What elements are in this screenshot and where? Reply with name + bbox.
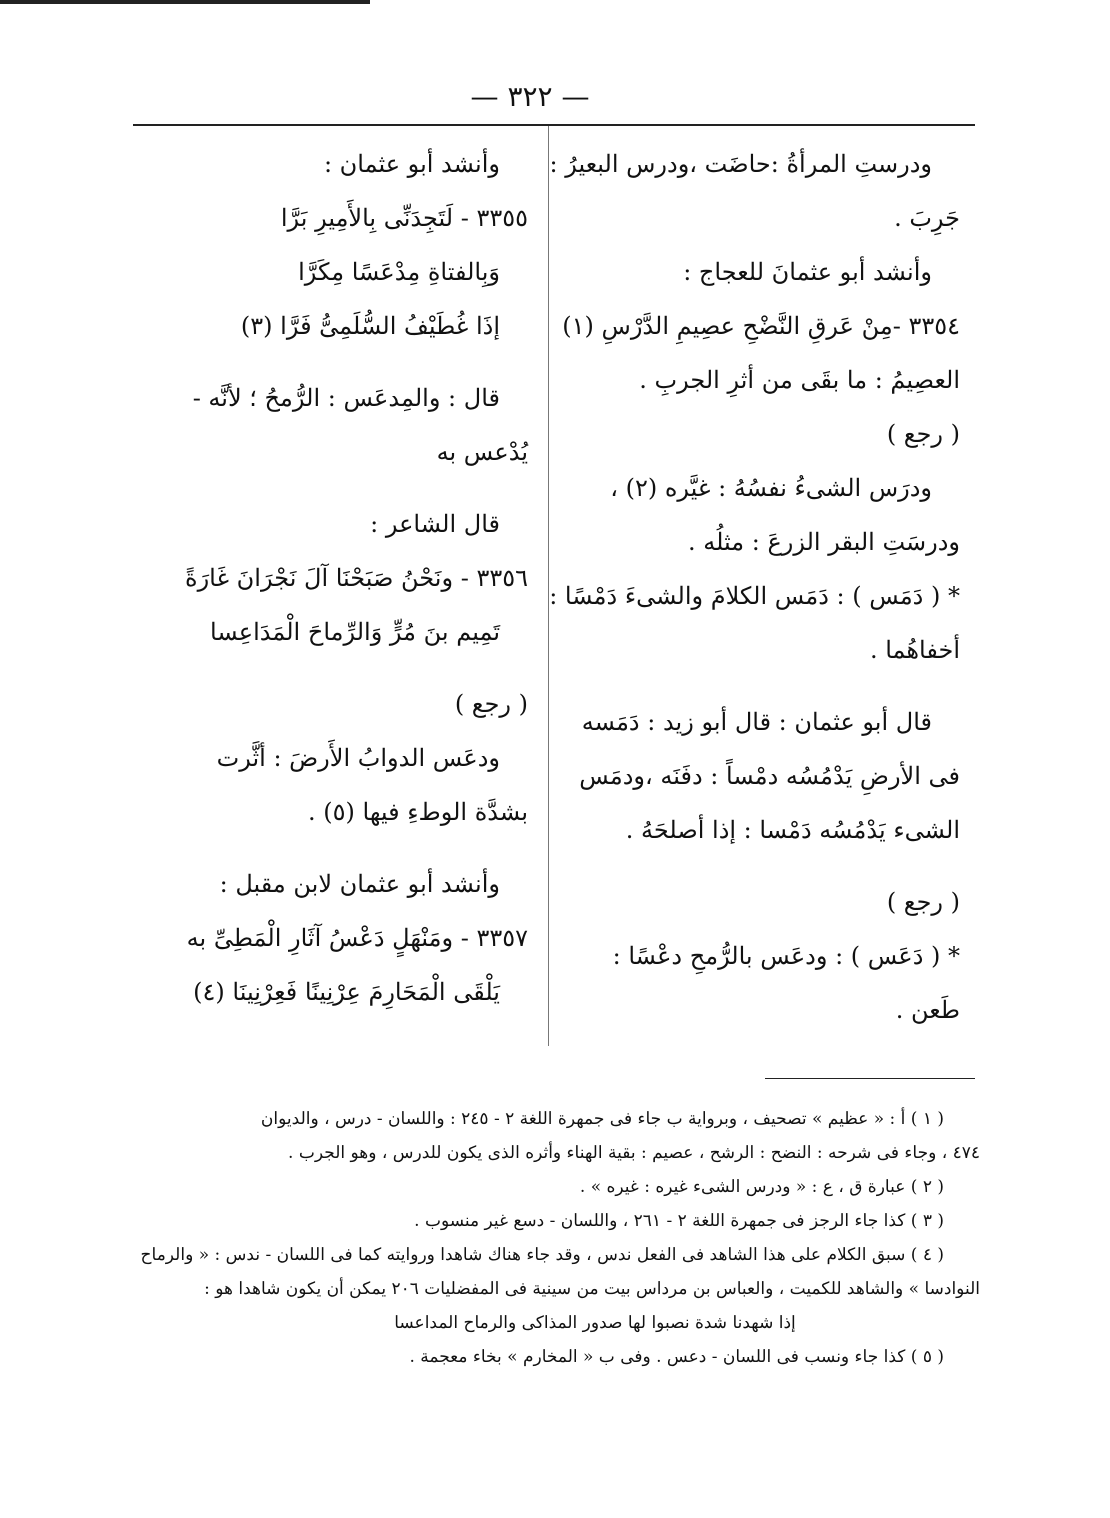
text-line: ودرسَتِ البقر الزرعَ : مثلُه .: [687, 528, 960, 556]
text-line: الشىء يَدْمُسُه دَمْسا : إذا أصلحَهُ .: [625, 816, 960, 844]
text-line: ٣٣٥٦ - ونَحْنُ صَبَحْنَا آلَ نَجْرَانَ غَارَةً: [185, 564, 528, 592]
footnote-line: ( ٣ ) كذا جاء الرجز فى جمهرة اللغة ٢ - ٢٦١ ، واللسان - دسع غير منسوب .: [414, 1211, 944, 1231]
text-line: ٣٣٥٥ - لَتَجِدَنِّى بِالأَمِيرِ بَرَّا: [280, 204, 528, 232]
left-column: [140, 150, 528, 1032]
footnote-line: ( ٥ ) كذا جاء ونسب فى اللسان - دعس . وفى ب « المخارم » بخاء معجمة .: [409, 1347, 944, 1367]
text-line: طَعن .: [895, 996, 960, 1024]
text-line: جَرِبَ .: [894, 204, 960, 232]
text-line: ودرَس الشىءُ نفسُهُ : غيَّره (٢) ،: [610, 474, 932, 502]
footnote-line: ( ٢ ) عبارة ق ، ع : « ودرس الشىء غيره : غيره » .: [579, 1177, 944, 1197]
text-line: قال الشاعر :: [370, 510, 500, 538]
footnotes: [140, 1109, 980, 1382]
text-line: بشدَّة الوطءِ فيها (٥) .: [308, 798, 528, 826]
text-line: ٣٣٥٧ - ومَنْهَلٍ دَعْسُ آثَارِ الْمَطِىِّ به: [186, 924, 528, 952]
text-line: ( رجع ): [454, 690, 528, 718]
right-column: [549, 150, 960, 1050]
text-line: تَمِيم بنَ مُرٍّ وَالرِّماحَ الْمَدَاعِسا: [210, 618, 500, 646]
text-line: * ( دَعَس ) : ودعَس بالرُّمحِ دعْسًا :: [612, 942, 960, 970]
footnote-line: ٤٧٤ ، وجاء فى شرحه : النضح : الرشح ، عصيم : بقية الهناء وأثره الذى يكون للدرس ، وهو الجرب .: [288, 1143, 980, 1163]
text-line: وأنشد أبو عثمانَ للعجاج :: [683, 258, 932, 286]
footnote-rule: [765, 1078, 975, 1079]
text-line: إذَا غُطَيْفُ السُّلَمِىُّ فَرَّا (٣): [240, 312, 500, 340]
text-line: قال : والمِدعَس : الرُّمحُ ؛ لأنَّه -: [192, 384, 500, 412]
text-line: وَبِالفتاةِ مِدْعَسًا مِكَرَّا: [298, 258, 500, 286]
text-line: العصِيمُ : ما بقَى من أثرِ الجربِ .: [639, 366, 960, 394]
footnote-line: ( ٤ ) سبق الكلام على هذا الشاهد فى الفعل ندس ، وقد جاء هناك شاهدا وروايته كما فى اللسان - ندس : « والرماح: [140, 1245, 944, 1265]
text-line: فى الأرضِ يَدْمُسُه دمْساً : دفَنَه ،ودمَس: [579, 762, 960, 790]
text-line: يُدْعس به: [436, 438, 528, 466]
text-line: وأنشد أبو عثمان :: [323, 150, 500, 178]
text-line: ٣٣٥٤ -مِنْ عَرقِ النَّضْحِ عصِيمِ الدَّرْسِ (١): [562, 312, 960, 340]
text-line: قال أبو عثمان : قال أبو زيد : دَمَسه: [581, 708, 932, 736]
header-rule: [133, 124, 975, 126]
page-number: — ٣٢٢ —: [470, 80, 590, 113]
footnote-line: ( ١ ) أ : « عظيم » تصحيف ، وبرواية ب جاء فى جمهرة اللغة ٢ - ٢٤٥ : واللسان - درس ، والديوان: [260, 1109, 944, 1129]
text-line: ودعَس الدوابُ الأَرضَ : أثَّرت: [216, 744, 500, 772]
footnote-line: النوادسا » والشاهد للكميت ، والعباس بن مرداس بيت من سينية فى المفضليات ٢٠٦ يمكن أن يكون شاهدا هو :: [204, 1279, 980, 1299]
text-line: وأنشد أبو عثمان لابن مقبل :: [219, 870, 500, 898]
text-line: ( رجع ): [886, 888, 960, 916]
text-line: ( رجع ): [886, 420, 960, 448]
text-line: يَلْقَى الْمَحَارِمَ عِرْنِينًا فَعِرْنِينَا (٤): [193, 978, 500, 1006]
text-line: * ( دَمَس ) : دَمَس الكلامَ والشىءَ دَمْسًا :: [549, 582, 960, 610]
top-edge-rule: [0, 0, 370, 4]
footnote-line: إذا شهدنا شدة نصبوا لها صدور المذاكى والرماح المداعسا: [394, 1313, 796, 1333]
text-line: ودرستِ المرأةُ :حاضَت ،ودرس البعيرُ :: [549, 150, 932, 178]
text-line: أخفاهُما .: [869, 636, 960, 664]
